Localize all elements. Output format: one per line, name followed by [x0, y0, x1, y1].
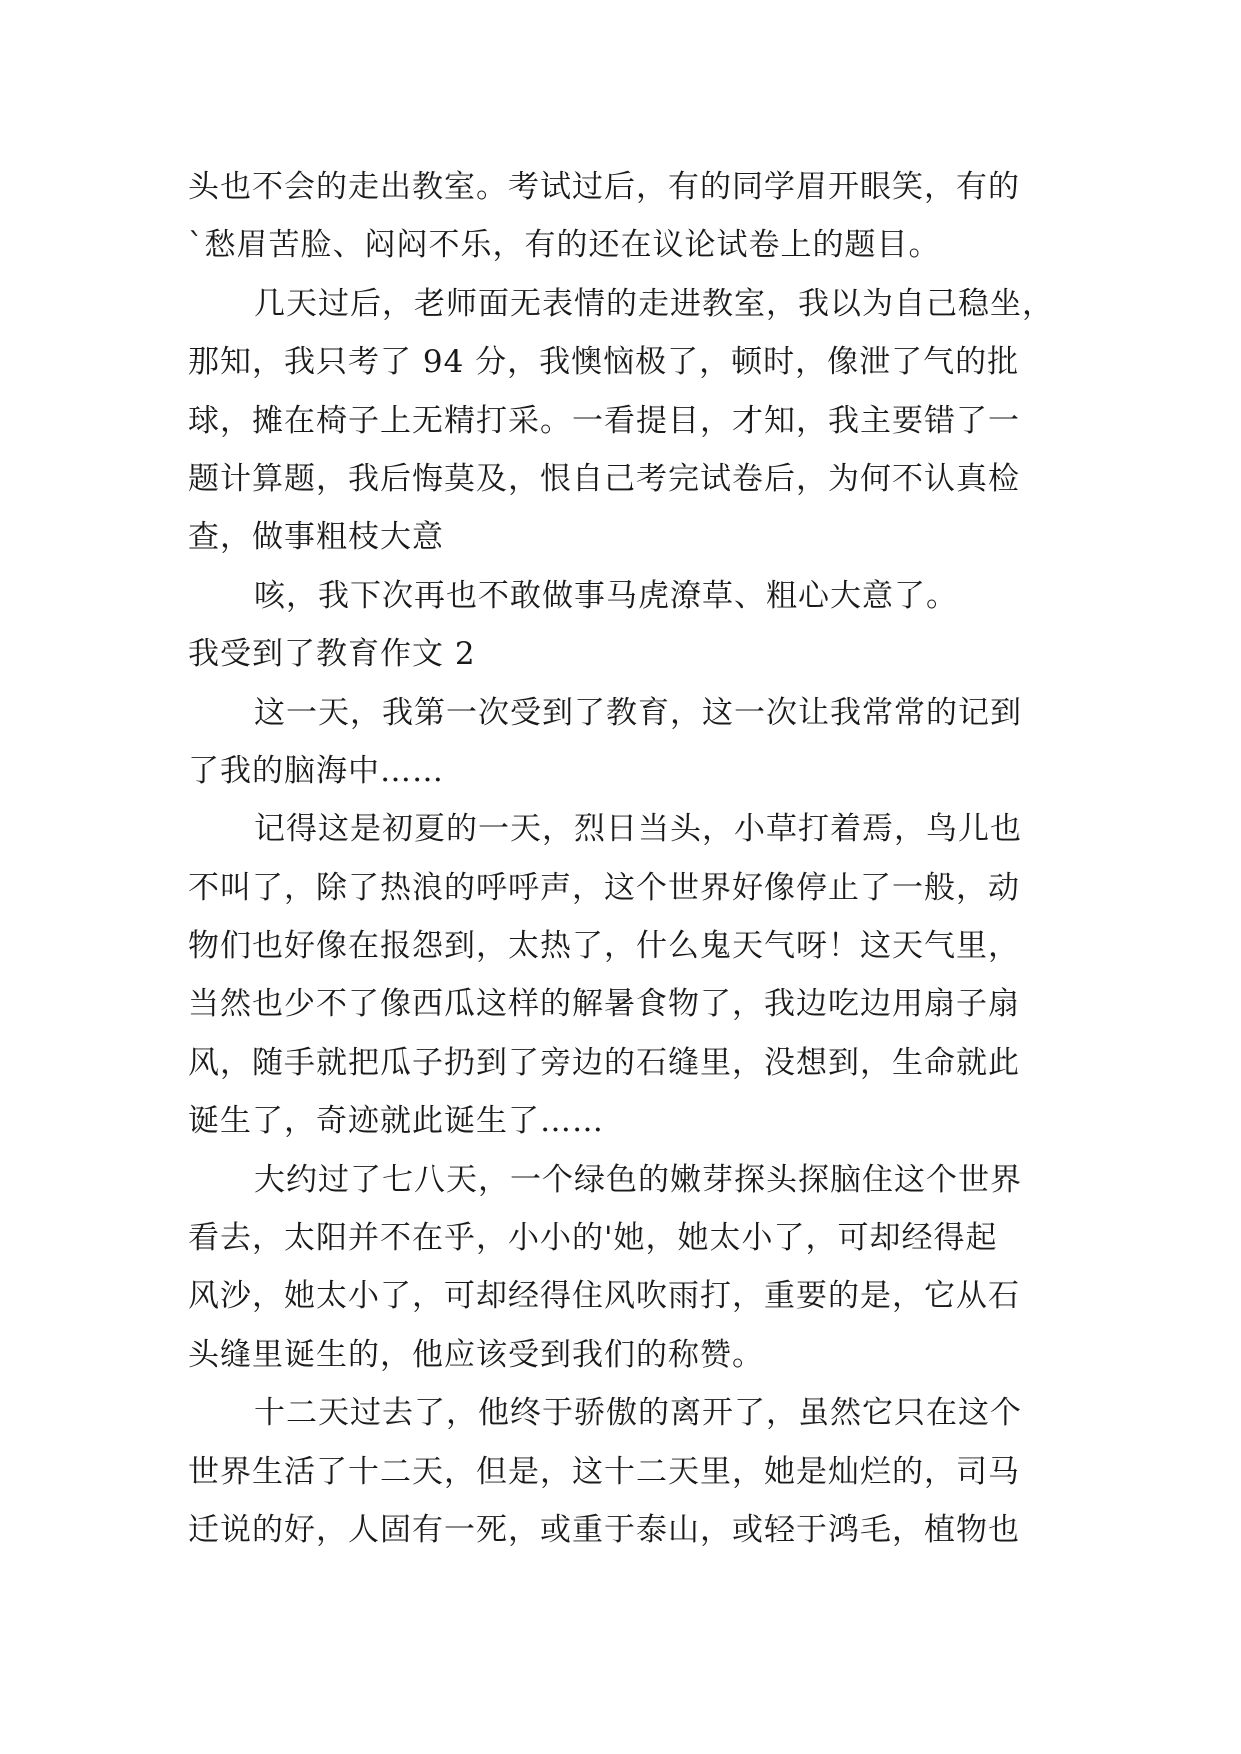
- text-line: 大约过了七八天，一个绿色的嫩芽探头探脑住这个世界: [254, 1161, 1022, 1198]
- text-line: 头也不会的走出教室。考试过后，有的同学眉开眼笑，有的: [188, 169, 1020, 205]
- text-line: 不叫了，除了热浪的呼呼声，这个世界好像停止了一般，动: [188, 869, 1020, 906]
- text-line: 十二天过去了，他终于骄傲的离开了，虽然它只在这个: [254, 1395, 1022, 1432]
- text-line: 头缝里诞生的，他应该受到我们的称赞。: [188, 1336, 764, 1373]
- text-line: 这一天，我第一次受到了教育，这一次让我常常的记到: [254, 694, 1022, 731]
- text-line: 世界生活了十二天，但是，这十二天里，她是灿烂的，司马: [188, 1453, 1020, 1490]
- text-line: 看去，太阳并不在乎，小小的'她，她太小了，可却经得起: [188, 1220, 998, 1257]
- text-line: 查，做事粗枝大意: [188, 519, 444, 556]
- text-line: `愁眉苦脸、闷闷不乐，有的还在议论试卷上的题目。: [188, 227, 941, 264]
- text-line: 风，随手就把瓜子扔到了旁边的石缝里，没想到，生命就此: [188, 1044, 1020, 1081]
- text-line: 了我的脑海中……: [188, 752, 444, 789]
- text-line: 球，摊在椅子上无精打采。一看提目，才知，我主要错了一: [188, 402, 1020, 439]
- essay-heading: 我受到了教育作文 2: [188, 636, 476, 673]
- text-line: 记得这是初夏的一天，烈日当头，小草打着焉，鸟儿也: [254, 811, 1022, 848]
- text-line: 物们也好像在报怨到，太热了，什么鬼天气呀！这天气里，: [188, 928, 1020, 965]
- text-line: 诞生了，奇迹就此诞生了……: [188, 1103, 604, 1140]
- text-line: 迁说的好，人固有一死，或重于泰山，或轻于鸿毛，植物也: [188, 1511, 1020, 1548]
- text-line: 风沙，她太小了，可却经得住风吹雨打，重要的是，它从石: [188, 1278, 1020, 1315]
- text-line: 题计算题，我后悔莫及，恨自己考完试卷后，为何不认真检: [188, 460, 1020, 497]
- text-line: 当然也少不了像西瓜这样的解暑食物了，我边吃边用扇子扇: [188, 986, 1020, 1023]
- text-line: 那知，我只考了 94 分，我懊恼极了，顿时，像泄了气的批: [188, 344, 1020, 381]
- text-line: 几天过后，老师面无表情的走进教室，我以为自己稳坐，: [254, 285, 1054, 322]
- essay-body: [188, 158, 1068, 1559]
- text-line: 咳，我下次再也不敢做事马虎潦草、粗心大意了。: [254, 577, 958, 614]
